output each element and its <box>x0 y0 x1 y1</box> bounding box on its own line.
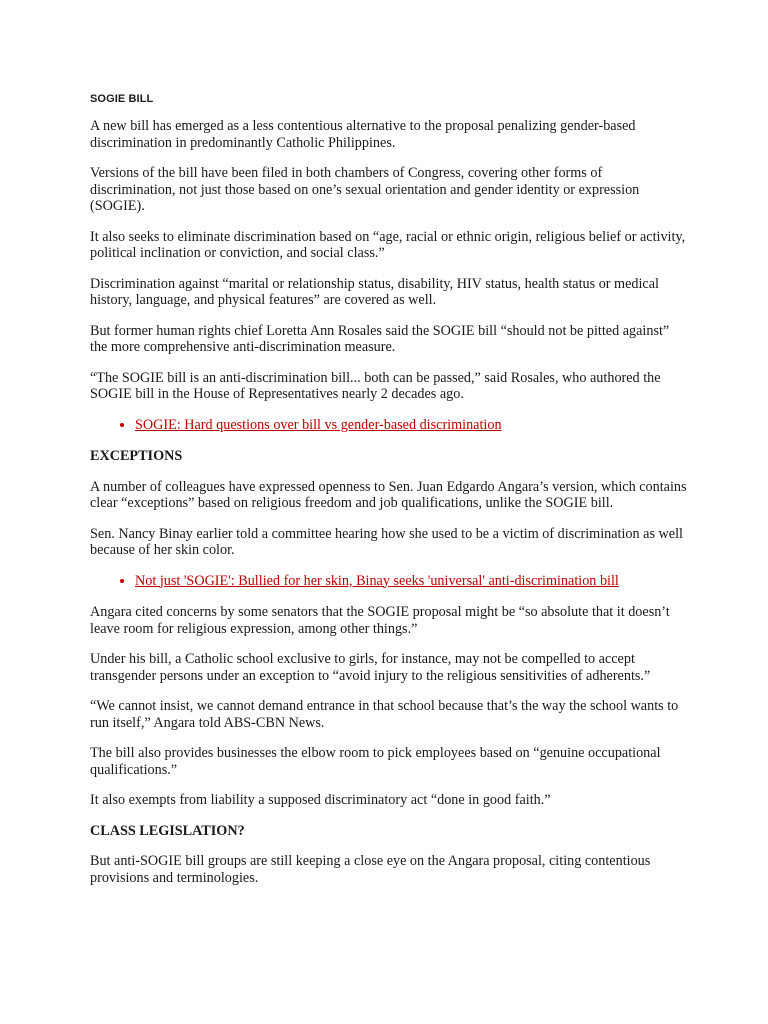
section-heading-exceptions: EXCEPTIONS <box>90 448 183 464</box>
paragraph: But former human rights chief Loretta Ann Rosales said the SOGIE bill “should not be pitted against” the more comprehensive anti-discrimination measure. <box>90 322 670 355</box>
paragraph: A number of colleagues have expressed openness to Sen. Juan Edgardo Angara’s version, which contains clear “exceptions” based on religious freedom and job qualifications, unlike the SOGIE bill. <box>90 478 687 511</box>
related-article-link[interactable]: SOGIE: Hard questions over bill vs gender-based discrimination <box>135 416 502 433</box>
related-link-item <box>135 417 690 434</box>
section-heading-class-legislation: CLASS LEGISLATION? <box>90 822 245 839</box>
paragraph: Versions of the bill have been filed in both chambers of Congress, covering other forms of discrimination, not just those based on one’s sexual orientation and gender identity or expression (SOGIE). <box>90 165 640 214</box>
document-title: SOGIE BILL <box>90 93 154 105</box>
paragraph: Under his bill, a Catholic school exclusive to girls, for instance, may not be compelled to accept transgender persons under an exception to “avoid injury to the religious sensitivities of adherents.” <box>90 651 651 684</box>
related-link-item <box>135 573 690 590</box>
related-link-list <box>90 417 690 434</box>
paragraph: “The SOGIE bill is an anti-discrimination bill... both can be passed,” said Rosales, who authored the SOGIE bill in the House of Representatives nearly 2 decades ago. <box>90 369 661 402</box>
paragraph: It also seeks to eliminate discrimination based on “age, racial or ethnic origin, religious belief or activity, political inclination or conviction, and social class.” <box>90 228 686 261</box>
paragraph: Angara cited concerns by some senators that the SOGIE proposal might be “so absolute that it doesn’t leave room for religious expression, among other things.” <box>90 604 670 637</box>
paragraph: The bill also provides businesses the elbow room to pick employees based on “genuine occupational qualifications.” <box>90 745 661 778</box>
document-page <box>90 92 690 900</box>
paragraph: Discrimination against “marital or relationship status, disability, HIV status, health status or medical history, language, and physical features” are covered as well. <box>90 275 659 308</box>
related-link-list <box>90 573 690 590</box>
paragraph: Sen. Nancy Binay earlier told a committee hearing how she used to be a victim of discrimination as well because of her skin color. <box>90 525 683 558</box>
paragraph: A new bill has emerged as a less contentious alternative to the proposal penalizing gender-based discrimination in predominantly Catholic Philippines. <box>90 118 636 151</box>
related-article-link[interactable]: Not just 'SOGIE': Bullied for her skin, Binay seeks 'universal' anti-discrimination bill <box>135 572 619 589</box>
paragraph: But anti-SOGIE bill groups are still keeping a close eye on the Angara proposal, citing contentious provisions and terminologies. <box>90 853 651 886</box>
paragraph: “We cannot insist, we cannot demand entrance in that school because that’s the way the school wants to run itself,” Angara told ABS-CBN News. <box>90 698 679 731</box>
paragraph: It also exempts from liability a supposed discriminatory act “done in good faith.” <box>90 792 551 808</box>
